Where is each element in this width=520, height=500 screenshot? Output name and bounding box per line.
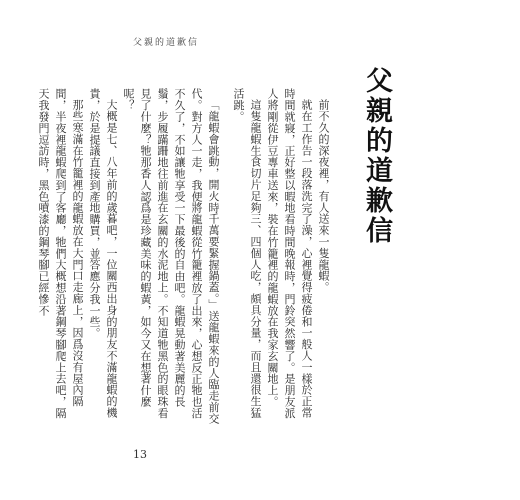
paragraph: 那些寒滿在竹籠裡的龍蝦放在大門口走廊上，因爲沒有屋內隔間，半夜裡龍蝦爬到了客廳，牠們大概想沿著鋼琴腳爬上去吧，隔天我發門逗訪時，黑色噴漆的鋼琴腳已經慘不 — [37, 88, 84, 419]
page-number: 13 — [133, 448, 147, 461]
paragraph: 這隻龍蝦生食切片足夠三、四個人吃，頗具分量，而且還很生猛活跳。 — [232, 88, 262, 419]
body-text — [37, 88, 332, 428]
running-head: 父親的道歉信 — [133, 38, 200, 48]
paragraph: 前不久的深夜裡，有人送來一隻龍蝦。 — [317, 99, 330, 293]
paragraph: 大概是七、八年前的歲暮吧，一位關西出身的朋友不滿龍蝦的機貴，於是提議直接到產地購買，並答應分我一些。 — [88, 88, 118, 419]
chapter-title: 父親的道歉信 — [361, 66, 392, 246]
paragraph: 就在工作告一段落洗完了澡，心裡覺得疲倦和一般人一樣於正常時間就寢，正好整以暇地看時間晚報時，門鈴突然響了。是朋友派人將剛從伊豆專車送來，裝在竹籠裡的龍蝦放在我家玄關地上。 — [266, 88, 313, 419]
paragraph: 「龍蝦會跳動，開火時千萬要緊握鍋蓋。」送龍蝦來的人臨走前交代。對方人一走，我便將龍蝦從竹籠裡放了出來，心想反正牠也活不久了，不如讓牠享受一下最後的自由吧。龍蝦晃動著美麗的長鬚，步履蹣跚地往前進在玄關的水泥地上。不知道牠黑色的眼珠看見了什麼？牠那香人認爲是珍藏美味的蝦黃，如今又在想著什麼呢？ — [122, 88, 220, 425]
